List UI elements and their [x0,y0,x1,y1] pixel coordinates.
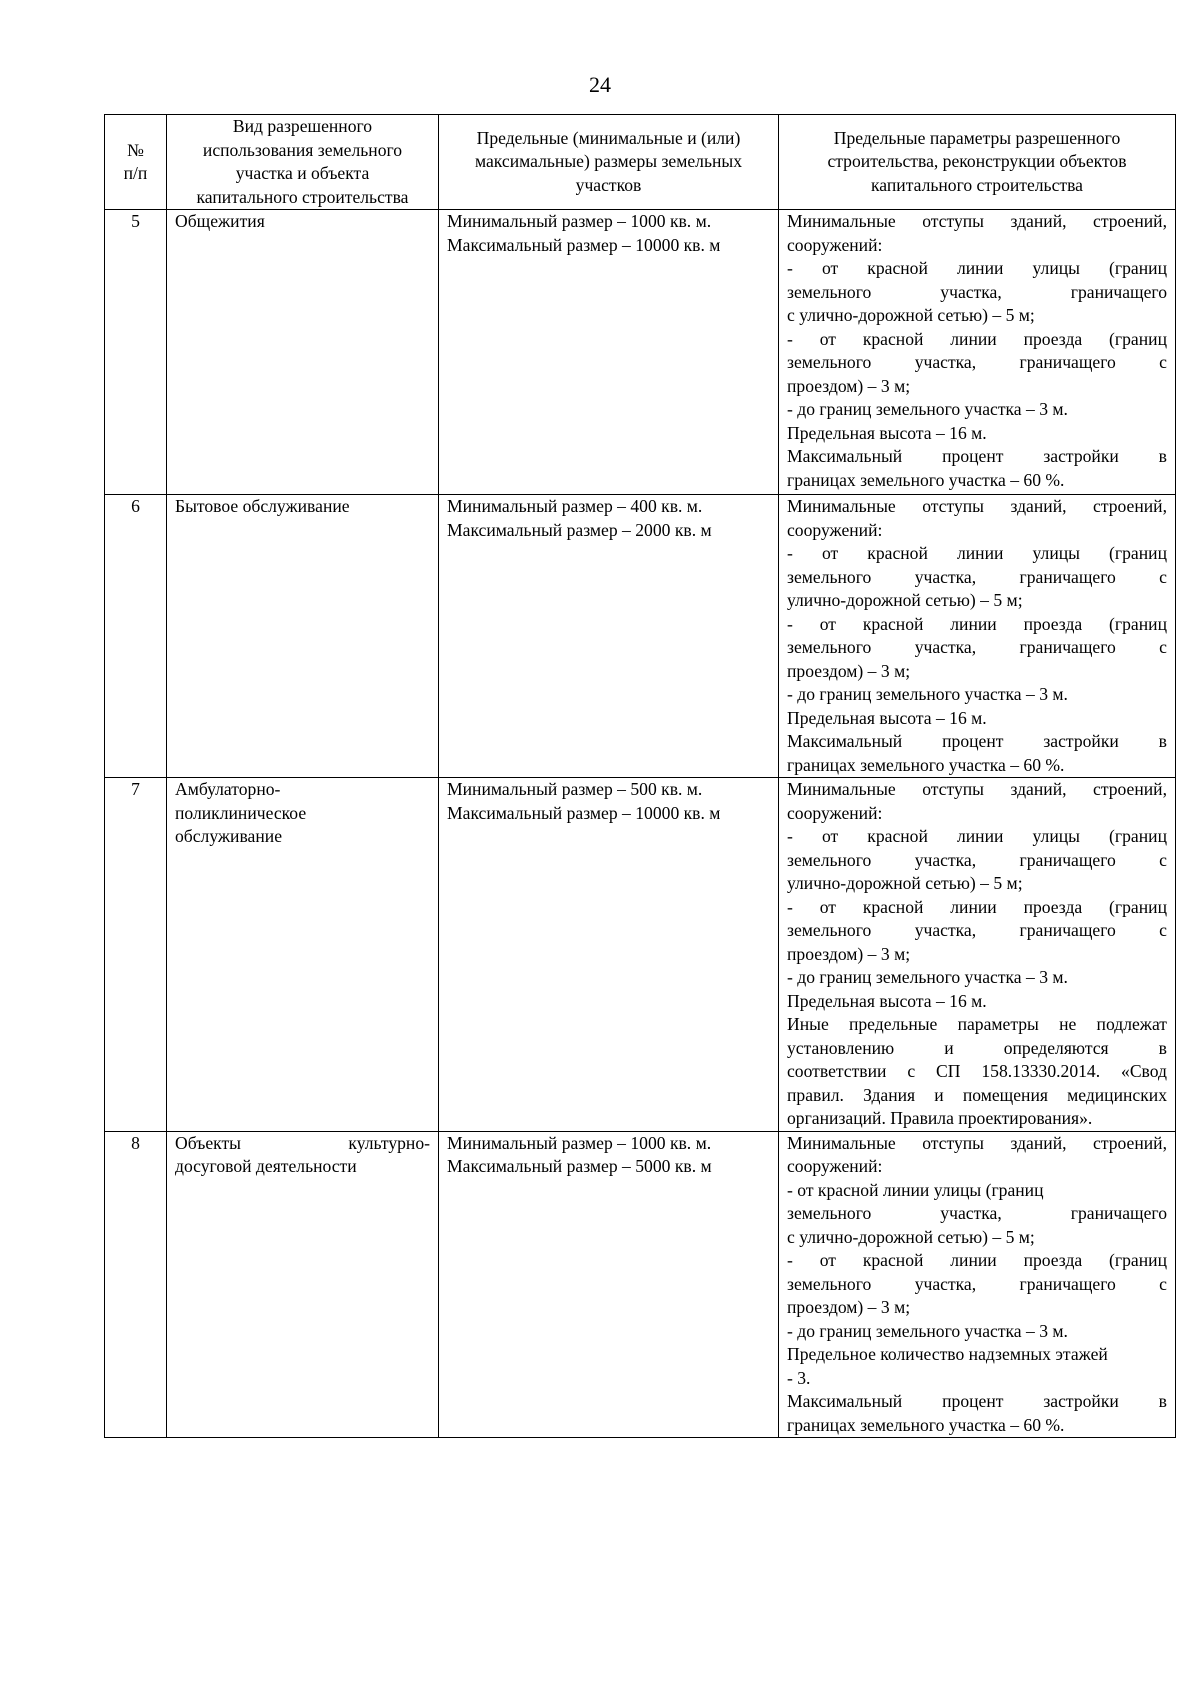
param-line: земельного участка, граничащего с [787,1273,1167,1294]
row-construction-params [779,210,1176,495]
row-plot-sizes [439,1131,779,1438]
header-use-type [167,115,439,210]
param-line: с улично-дорожной сетью) – 5 м; [787,1226,1035,1247]
param-line: проездом) – 3 м; [787,375,911,396]
param-line: сооружений: [787,519,883,540]
param-line: улично-дорожной сетью) – 5 м; [787,873,1023,893]
use-type-line: досуговой деятельности [175,1156,357,1176]
row-use-type: Бытовое обслуживание [167,495,439,778]
param-line: Иные предельные параметры не подлежат [787,1014,1167,1034]
param-line: Максимальный процент застройки в [787,731,1167,751]
row-plot-sizes [439,210,779,495]
param-line: Максимальный процент застройки в [787,1391,1167,1411]
max-size: Максимальный размер – 2000 кв. м [447,519,712,540]
param-line: установлению и определяются в [787,1037,1167,1058]
header-text: строительства, реконструкции объектов [827,151,1127,172]
table-row [105,495,1176,778]
param-line: земельного участка, граничащего [787,1203,1167,1223]
header-text: капитального строительства [196,186,409,207]
min-size: Минимальный размер – 1000 кв. м. [447,211,712,231]
param-line: - от красной линии улицы (границ [787,543,1167,563]
param-line: Минимальные отступы зданий, строений, [787,1132,1167,1153]
param-line: - до границ земельного участка – 3 м. [787,1320,1068,1341]
page-number: 24 [589,72,611,97]
param-line: - до границ земельного участка – 3 м. [787,399,1068,419]
param-line: - 3. [787,1367,811,1388]
table-header-row [105,115,1176,210]
header-text: Предельные параметры разрешенного [833,127,1121,148]
max-size: Максимальный размер – 10000 кв. м [447,234,721,255]
row-number: 5 [105,210,167,495]
min-size: Минимальный размер – 400 кв. м. [447,496,703,516]
param-line: Минимальные отступы зданий, строений, [787,779,1167,799]
param-line: земельного участка, граничащего с [787,920,1167,940]
regulations-table [104,114,1176,1438]
min-size: Минимальный размер – 500 кв. м. [447,779,703,799]
param-line: Максимальный процент застройки в [787,446,1167,466]
use-type-word: Объекты [175,1132,241,1153]
header-text: Предельные (минимальные и (или) [476,127,741,148]
param-line: земельного участка, граничащего с [787,849,1167,870]
param-line: соответствии с СП 158.13330.2014. «Свод [787,1061,1167,1081]
row-plot-sizes [439,495,779,778]
param-line: - от красной линии проезда (границ [787,613,1167,634]
max-size: Максимальный размер – 5000 кв. м [447,1156,712,1176]
header-construction-params [779,115,1176,210]
row-plot-sizes [439,778,779,1132]
param-line: проездом) – 3 м; [787,1297,911,1317]
row-construction-params [779,778,1176,1132]
header-text: использования земельного [202,139,403,160]
min-size: Минимальный размер – 1000 кв. м. [447,1132,712,1153]
table-row [105,1131,1176,1438]
param-line: - от красной линии улицы (границ [787,1179,1044,1200]
param-line: правил. Здания и помещения медицинских [787,1084,1167,1105]
row-number: 6 [105,495,167,778]
use-type-line [175,1132,430,1156]
param-line: Минимальные отступы зданий, строений, [787,496,1167,516]
param-line: Предельная высота – 16 м. [787,707,987,728]
header-text: Вид разрешенного [232,116,373,136]
max-size: Максимальный размер – 10000 кв. м [447,802,721,823]
header-plot-sizes [439,115,779,210]
row-number: 8 [105,1131,167,1438]
param-line: земельного участка, граничащего с [787,566,1167,587]
param-line: проездом) – 3 м; [787,943,911,964]
param-line: сооружений: [787,234,883,255]
param-line: границах земельного участка – 60 %. [787,754,1065,775]
param-line: границах земельного участка – 60 %. [787,1414,1065,1435]
row-use-type [167,778,439,1132]
param-line: Предельное количество надземных этажей [787,1344,1108,1364]
param-line: сооружений: [787,802,883,823]
param-line: организаций. Правила проектирования». [787,1108,1093,1128]
use-type-word: культурно- [348,1132,430,1153]
header-text: участка и объекта [235,163,370,183]
param-line: земельного участка, граничащего с [787,352,1167,372]
param-line: - от красной линии улицы (границ [787,826,1167,846]
row-number: 7 [105,778,167,1132]
param-line: границах земельного участка – 60 %. [787,469,1065,490]
param-line: - до границ земельного участка – 3 м. [787,684,1068,704]
row-construction-params [779,1131,1176,1438]
param-line: - от красной линии проезда (границ [787,1250,1167,1270]
param-line: Предельная высота – 16 м. [787,990,987,1011]
param-line: сооружений: [787,1156,883,1176]
header-text: п/п [123,163,148,183]
table-row [105,778,1176,1132]
header-text: участков [575,174,642,195]
table-row [105,210,1176,495]
header-text: максимальные) размеры земельных [474,151,743,172]
row-use-type: Общежития [167,210,439,495]
param-line: Предельная высота – 16 м. [787,422,987,443]
header-text: № [127,139,144,160]
header-num [105,115,167,210]
param-line: улично-дорожной сетью) – 5 м; [787,590,1023,610]
row-use-type [167,1131,439,1438]
param-line: с улично-дорожной сетью) – 5 м; [787,305,1035,325]
use-type-line: обслуживание [175,826,282,846]
use-type-line: Амбулаторно- [175,779,281,799]
param-line: Минимальные отступы зданий, строений, [787,211,1167,231]
param-line: - от красной линии проезда (границ [787,328,1167,349]
param-line: земельного участка, граничащего [787,281,1167,302]
param-line: - до границ земельного участка – 3 м. [787,967,1068,987]
use-type-line: поликлиническое [175,802,307,823]
param-line: - от красной линии улицы (границ [787,258,1167,278]
param-line: земельного участка, граничащего с [787,637,1167,657]
header-text: капитального строительства [871,174,1083,195]
param-line: проездом) – 3 м; [787,660,911,681]
row-construction-params [779,495,1176,778]
param-line: - от красной линии проезда (границ [787,896,1167,917]
